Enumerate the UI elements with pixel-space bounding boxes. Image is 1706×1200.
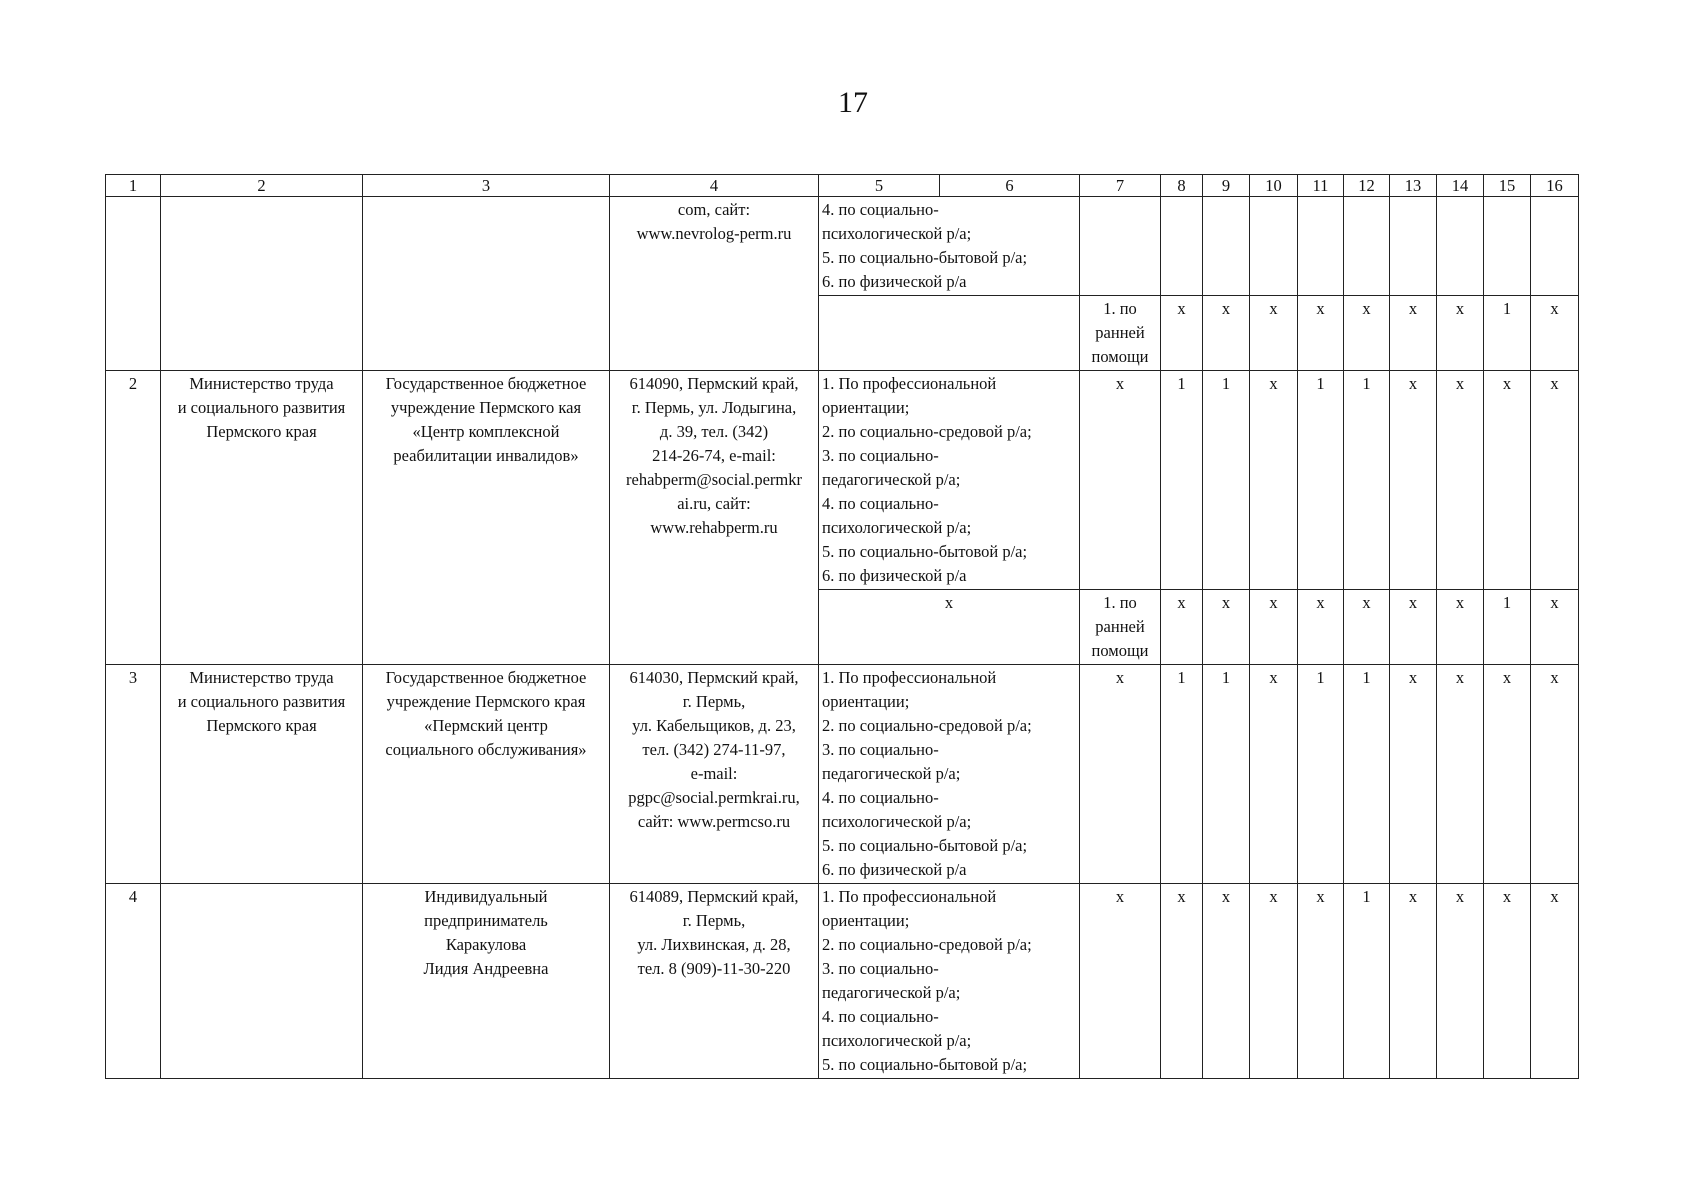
value-cell: x <box>1437 884 1484 1079</box>
empty-cell <box>1531 197 1579 296</box>
value-cell: x <box>1437 665 1484 884</box>
value-cell: x <box>1344 590 1390 665</box>
table-row <box>106 665 1579 884</box>
value-cell: x <box>1390 296 1437 371</box>
value-cell: x <box>1484 665 1531 884</box>
value-cell: x <box>1390 884 1437 1079</box>
contacts-cell: 614089, Пермский край, г. Пермь, ул. Лихвинская, д. 28, тел. 8 (909)-11-30-220 <box>610 884 819 1079</box>
value-cell: x <box>1437 371 1484 590</box>
value-cell: 1 <box>1203 371 1250 590</box>
organization-cell: Государственное бюджетное учреждение Пермского кая «Центр комплексной реабилитации инвалидов» <box>363 371 610 665</box>
value-cell: 1 <box>1298 665 1344 884</box>
organization-cell: Государственное бюджетное учреждение Пермского края «Пермский центр социального обслуживания» <box>363 665 610 884</box>
header-cell: 8 <box>1161 175 1203 197</box>
value-cell: 1 <box>1203 665 1250 884</box>
value-cell: x <box>1161 590 1203 665</box>
table-row <box>106 371 1579 590</box>
value-cell: x <box>1531 296 1579 371</box>
value-cell: x <box>1298 590 1344 665</box>
ministry-cell <box>161 884 363 1079</box>
value-cell: 1 <box>1484 590 1531 665</box>
organization-cell <box>363 197 610 371</box>
empty-cell <box>1203 197 1250 296</box>
header-cell: 13 <box>1390 175 1437 197</box>
value-cell: 1 <box>1161 371 1203 590</box>
table-row <box>106 884 1579 1079</box>
value-cell: x <box>1203 884 1250 1079</box>
value-cell: x <box>1531 371 1579 590</box>
services-cell: x <box>819 590 1080 665</box>
empty-cell <box>1298 197 1344 296</box>
value-cell: x <box>1484 884 1531 1079</box>
value-cell: x <box>1203 296 1250 371</box>
value-cell: x <box>1531 665 1579 884</box>
empty-cell <box>1344 197 1390 296</box>
header-cell: 12 <box>1344 175 1390 197</box>
row-number-cell: 4 <box>106 884 161 1079</box>
header-cell: 9 <box>1203 175 1250 197</box>
value-cell: x <box>1390 590 1437 665</box>
header-cell: 5 <box>819 175 940 197</box>
empty-cell <box>1437 197 1484 296</box>
value-cell: x <box>1344 296 1390 371</box>
empty-cell <box>1484 197 1531 296</box>
header-cell: 1 <box>106 175 161 197</box>
ministry-cell: Министерство труда и социального развития Пермского края <box>161 665 363 884</box>
services-cell: 1. По профессиональной ориентации; 2. по социально-средовой р/а; 3. по социально- педагогической р/а; 4. по социально- психологической р/а; 5. по социально-бытовой р/а; <box>819 884 1080 1079</box>
value-cell: x <box>1531 590 1579 665</box>
value-cell: x <box>1080 884 1161 1079</box>
services-table <box>105 174 1579 1079</box>
header-cell: 4 <box>610 175 819 197</box>
value-cell: x <box>1437 590 1484 665</box>
value-cell: 1 <box>1161 665 1203 884</box>
value-cell: x <box>1080 371 1161 590</box>
row-number-cell: 3 <box>106 665 161 884</box>
value-cell: x <box>1250 296 1298 371</box>
header-cell: 10 <box>1250 175 1298 197</box>
value-cell: x <box>1484 371 1531 590</box>
services-cell: 4. по социально- психологической р/а; 5. по социально-бытовой р/а; 6. по физической р/а <box>819 197 1080 296</box>
header-cell: 15 <box>1484 175 1531 197</box>
value-cell: x <box>1390 371 1437 590</box>
services-cell: 1. По профессиональной ориентации; 2. по социально-средовой р/а; 3. по социально- педагогической р/а; 4. по социально- психологической р/а; 5. по социально-бытовой р/а; 6. по физической р/а <box>819 371 1080 590</box>
header-cell: 7 <box>1080 175 1161 197</box>
early-help-cell: 1. по ранней помощи <box>1080 590 1161 665</box>
value-cell: x <box>1250 590 1298 665</box>
early-help-cell: 1. по ранней помощи <box>1080 296 1161 371</box>
value-cell: x <box>1250 665 1298 884</box>
header-cell: 14 <box>1437 175 1484 197</box>
value-cell: x <box>1250 371 1298 590</box>
contacts-cell: 614090, Пермский край, г. Пермь, ул. Лодыгина, д. 39, тел. (342) 214-26-74, e-mail: rehabperm@social.permkr ai.ru, сайт: www.rehabperm.ru <box>610 371 819 665</box>
empty-cell <box>819 296 1080 371</box>
value-cell: 1 <box>1484 296 1531 371</box>
header-cell: 11 <box>1298 175 1344 197</box>
value-cell: x <box>1298 884 1344 1079</box>
header-row <box>106 175 1579 197</box>
value-cell: x <box>1390 665 1437 884</box>
contacts-cell: 614030, Пермский край, г. Пермь, ул. Кабельщиков, д. 23, тел. (342) 274-11-97, e-mail: pgpc@social.permkrai.ru, сайт: www.permcso.ru <box>610 665 819 884</box>
value-cell: x <box>1437 296 1484 371</box>
value-cell: x <box>1531 884 1579 1079</box>
contacts-cell: com, сайт: www.nevrolog-perm.ru <box>610 197 819 371</box>
ministry-cell: Министерство труда и социального развития Пермского края <box>161 371 363 665</box>
header-cell: 3 <box>363 175 610 197</box>
row-number-cell: 2 <box>106 371 161 665</box>
header-cell: 2 <box>161 175 363 197</box>
empty-cell <box>1250 197 1298 296</box>
header-cell: 16 <box>1531 175 1579 197</box>
table-row <box>106 197 1579 296</box>
value-cell: x <box>1203 590 1250 665</box>
ministry-cell <box>161 197 363 371</box>
value-cell: x <box>1161 296 1203 371</box>
page-number: 17 <box>838 86 868 119</box>
value-cell: 1 <box>1344 884 1390 1079</box>
value-cell: x <box>1080 665 1161 884</box>
services-cell: 1. По профессиональной ориентации; 2. по социально-средовой р/а; 3. по социально- педагогической р/а; 4. по социально- психологической р/а; 5. по социально-бытовой р/а; 6. по физической р/а <box>819 665 1080 884</box>
value-cell: x <box>1250 884 1298 1079</box>
empty-cell <box>1080 197 1161 296</box>
value-cell: 1 <box>1344 665 1390 884</box>
empty-cell <box>1390 197 1437 296</box>
value-cell: 1 <box>1298 371 1344 590</box>
value-cell: x <box>1161 884 1203 1079</box>
organization-cell: Индивидуальный предприниматель Каракулова Лидия Андреевна <box>363 884 610 1079</box>
row-number-cell <box>106 197 161 371</box>
value-cell: 1 <box>1344 371 1390 590</box>
header-cell: 6 <box>940 175 1080 197</box>
value-cell: x <box>1298 296 1344 371</box>
empty-cell <box>1161 197 1203 296</box>
